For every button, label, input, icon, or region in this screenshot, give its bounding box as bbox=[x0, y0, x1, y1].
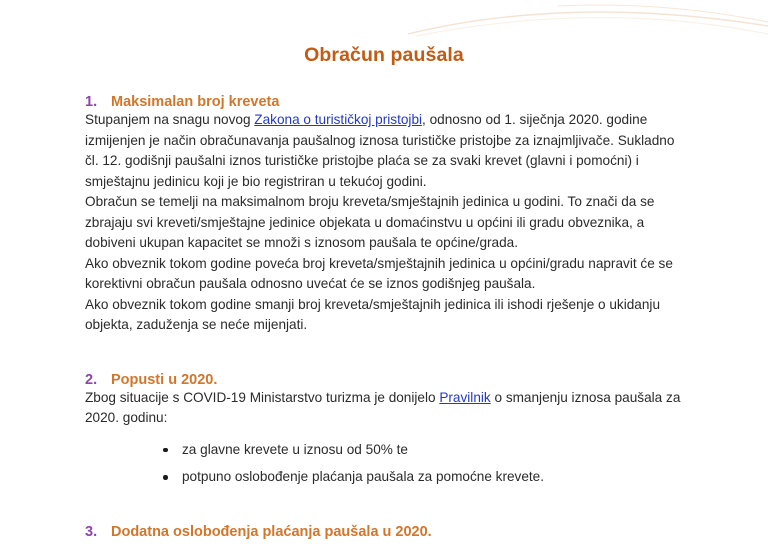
list-item-label: potpuno oslobođenje plaćanja paušala za pomoćne krevete. bbox=[182, 469, 545, 484]
link-pravilnik[interactable]: Pravilnik bbox=[439, 389, 491, 405]
section-title-3: Dodatna oslobođenja plaćanja paušala u 2020. bbox=[111, 523, 432, 540]
bullet-dot-icon bbox=[163, 475, 168, 480]
section-heading-3 bbox=[85, 524, 689, 540]
link-zakon-o-turistickoj-pristojbi[interactable]: Zakona o turističkoj pristojbi bbox=[254, 112, 423, 127]
paragraph-text: o smanjenju iznosa paušala za 2020. godinu: bbox=[85, 389, 681, 425]
paragraph-text: Stupanjem na snagu novog bbox=[85, 112, 255, 127]
section-title-1: Maksimalan broj kreveta bbox=[111, 94, 280, 110]
paragraph-text: Zbog situacije s COVID-19 Ministarstvo turizma je donijelo bbox=[85, 389, 440, 405]
section-number-2: 2. bbox=[85, 371, 98, 388]
document-content bbox=[85, 94, 689, 540]
paragraph-2-1 bbox=[85, 388, 689, 429]
list-item bbox=[85, 467, 689, 488]
discount-bullet-list bbox=[85, 440, 689, 488]
paragraph-1-1 bbox=[85, 110, 689, 192]
bullet-dot-icon bbox=[163, 448, 168, 453]
list-item-label: za glavne krevete u iznosu od 50% te bbox=[182, 441, 408, 457]
section-number-3: 3. bbox=[85, 523, 98, 540]
paragraph-1-4: Ako obveznik tokom godine smanji broj kreveta/smještajnih jedinica ili ishodi rješenje o ukidanju objekta, zaduženja se neće mijenjati. bbox=[85, 296, 661, 332]
section-heading-2 bbox=[85, 372, 689, 388]
section-title-2: Popusti u 2020. bbox=[111, 371, 218, 388]
section-number-1: 1. bbox=[85, 94, 98, 110]
paragraph-1-3: Ako obveznik tokom godine poveća broj kreveta/smještajnih jedinica u općini/gradu napravit će se korektivni obračun paušala odnosno uvećat će se iznos godišnjeg paušala. bbox=[85, 255, 673, 291]
section-heading-1 bbox=[85, 94, 689, 110]
list-item bbox=[85, 440, 689, 461]
paragraph-text: , odnosno od 1. siječnja 2020. godine izmijenjen je način obračunavanja paušalnog iznosa turističke pristojbe za iznajmljivače. Sukladno čl. 12. godišnji paušalni iznos turističke pristojbe plaća se za svaki krevet (glavni i pomoćni) i smještajnu jedinicu koji je bio registriran u tekućoj godini. bbox=[85, 112, 675, 189]
corner-swoosh-decoration bbox=[408, 0, 768, 46]
page-title: Obračun paušala bbox=[304, 44, 464, 66]
paragraph-1-2: Obračun se temelji na maksimalnom broju kreveta/smještajnih jedinica u godini. To znači da se zbrajaju svi kreveti/smještajne jedinice objekata u domaćinstvu u općini ili gradu obveznika, a dobiveni ukupan kapacitet se množi s iznosom paušala te općine/grada. bbox=[85, 194, 655, 250]
